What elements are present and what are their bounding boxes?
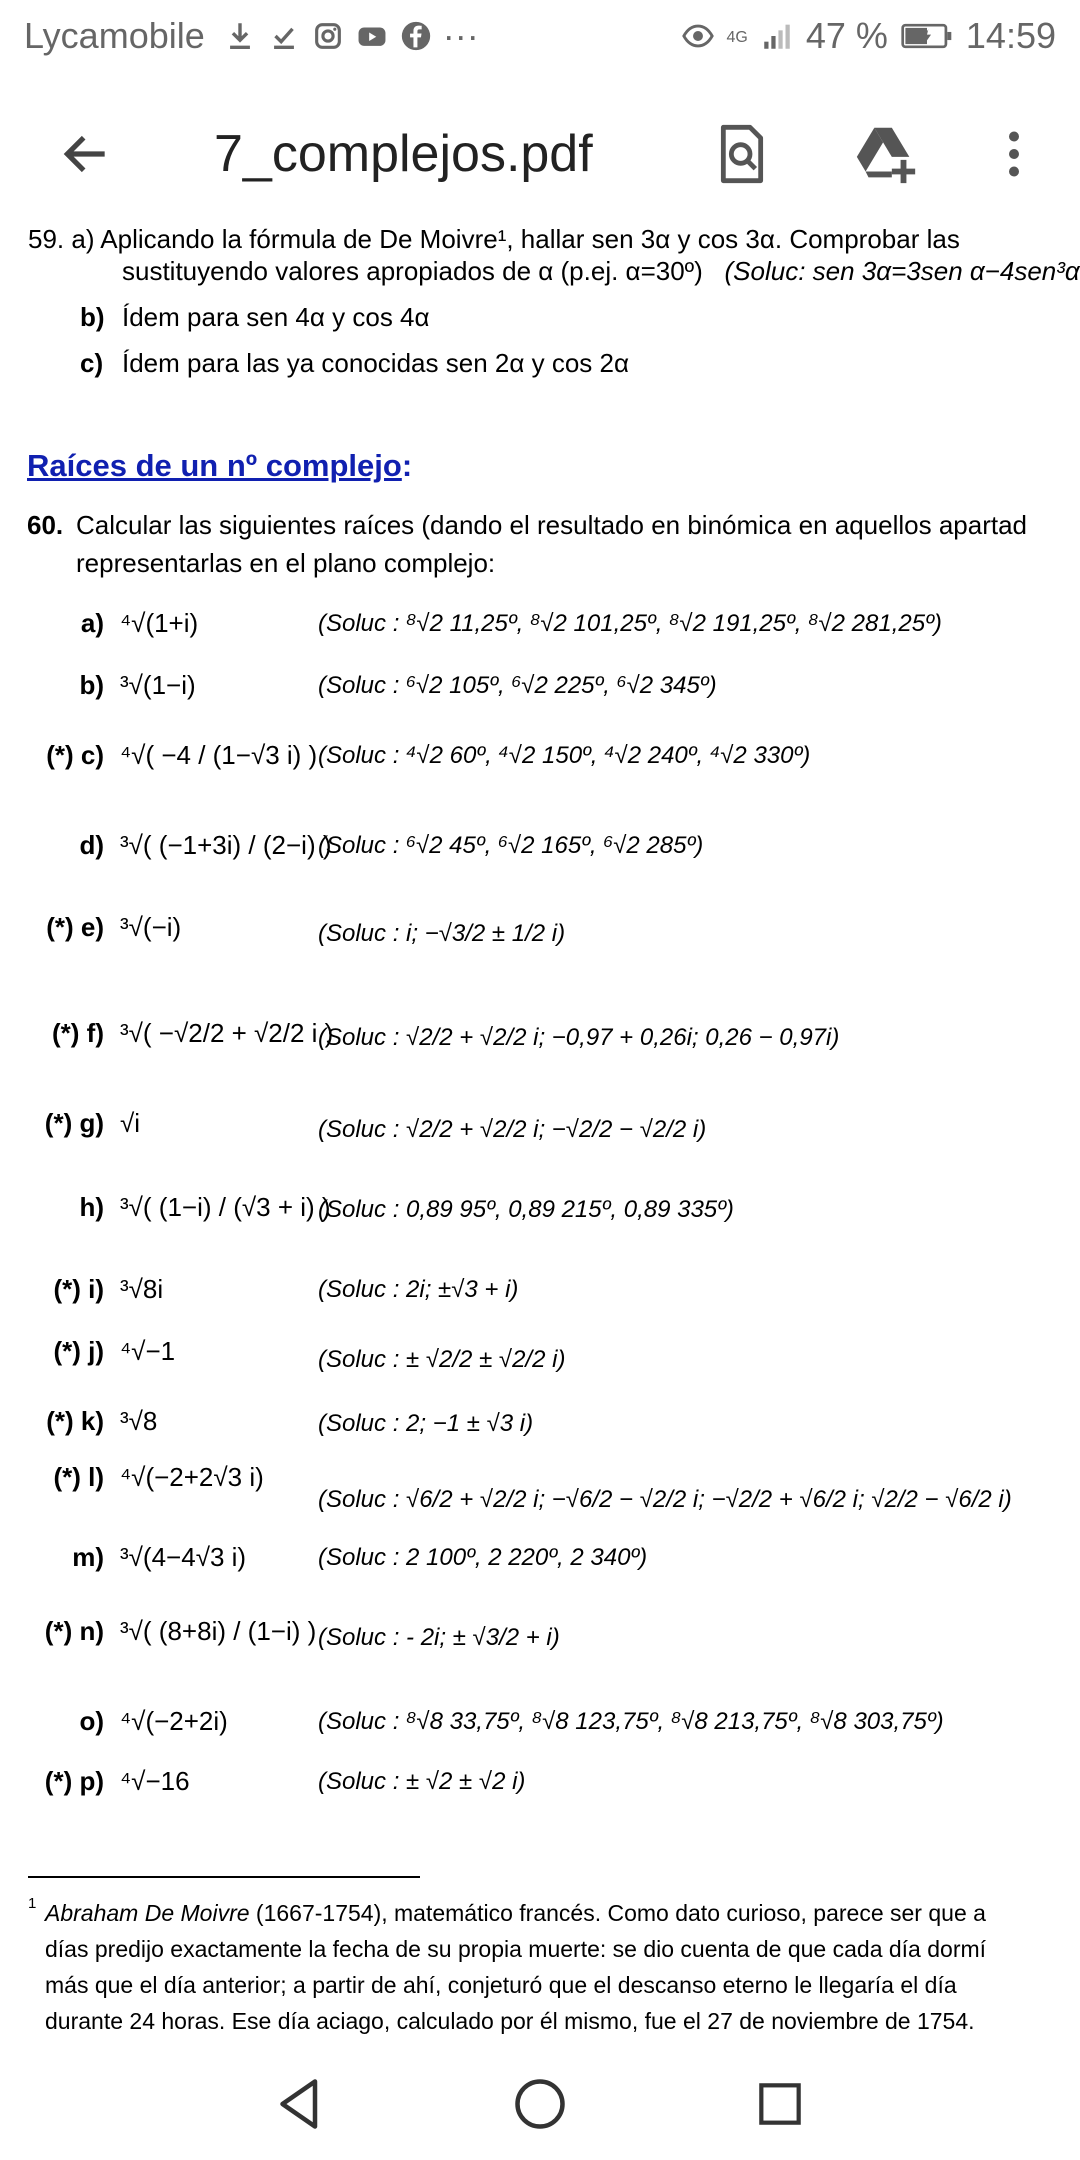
item-label-i: (*) i) [53, 1274, 104, 1304]
more-options-button[interactable] [978, 120, 1050, 192]
status-right [681, 15, 1057, 57]
item-b-label: b) [80, 302, 105, 332]
exercise-number: 60. [27, 510, 64, 540]
nav-recents-icon [752, 2076, 808, 2137]
signal-icon [760, 19, 794, 53]
item-sol-d: (Soluc : ⁶√2 45º, ⁶√2 165º, ⁶√2 285º) [318, 832, 704, 859]
item-c-text: Ídem para las ya conocidas sen 2α y cos 2α [122, 348, 629, 378]
more-notifications: ··· [442, 15, 479, 56]
item-label-n: (*) n) [44, 1616, 104, 1646]
item-sol-i: (Soluc : 2i; ±√3 + i) [318, 1276, 519, 1303]
network-type: 4G [726, 29, 748, 46]
item-label-e: (*) e) [46, 912, 104, 942]
item-expr-m: ³√(4−4√3 i) [120, 1542, 247, 1572]
item-label-d: d) [79, 830, 104, 860]
footnote-separator [28, 1876, 420, 1878]
item-label-a: a) [80, 608, 104, 638]
find-in-document-button[interactable] [706, 120, 778, 192]
nav-home-icon [510, 2074, 570, 2139]
item-expr-f: ³√( −√2/2 + √2/2 i ) [120, 1018, 334, 1048]
download-done-icon [267, 19, 301, 53]
nav-recents-button[interactable] [740, 2066, 820, 2146]
footnote-line-4: durante 24 horas. Ese día aciago, calculado por él mismo, fue el 27 de noviembre de 1754. [45, 2008, 975, 2034]
eye-icon [681, 19, 715, 53]
status-left [24, 15, 479, 57]
item-sol-g: (Soluc : √2/2 + √2/2 i; −√2/2 − √2/2 i) [318, 1116, 707, 1143]
item-expr-o: ⁴√(−2+2i) [120, 1706, 228, 1736]
item-sol-k: (Soluc : 2; −1 ± √3 i) [318, 1410, 534, 1437]
item-expr-e: ³√(−i) [120, 912, 182, 942]
item-sol-n: (Soluc : - 2i; ± √3/2 + i) [318, 1624, 560, 1651]
footnote-mark: 1 [28, 1895, 37, 1912]
status-bar [0, 0, 1080, 72]
item-label-f: (*) f) [52, 1018, 104, 1048]
item-sol-f: (Soluc : √2/2 + √2/2 i; −0,97 + 0,26i; 0,26 − 0,97i) [318, 1024, 840, 1051]
item-expr-n: ³√( (8+8i) / (1−i) ) [120, 1616, 317, 1646]
footnote-line-1: Abraham De Moivre (1667-1754), matemático francés. Como dato curioso, parece ser que a [45, 1900, 986, 1926]
item-sol-p: (Soluc : ± √2 ± √2 i) [318, 1768, 526, 1795]
item-expr-g: √i [120, 1108, 141, 1138]
item-sol-b: (Soluc : ⁶√2 105º, ⁶√2 225º, ⁶√2 345º) [318, 672, 717, 699]
item-expr-d: ³√( (−1+3i) / (2−i) ) [120, 830, 332, 860]
item-sol-h: (Soluc : 0,89 95º, 0,89 215º, 0,89 335º) [318, 1196, 734, 1223]
item-expr-c: ⁴√( −4 / (1−√3 i) ) [120, 740, 318, 770]
carrier-label: Lycamobile [24, 15, 205, 56]
facebook-icon [399, 19, 433, 53]
partial-line: 59. a) Aplicando la fórmula de De Moivre¹, hallar sen 3α y cos 3α. Comprobar las [28, 224, 960, 254]
item-label-m: m) [72, 1542, 104, 1572]
more-vert-icon [984, 124, 1044, 189]
item-sol-a: (Soluc : ⁸√2 11,25º, ⁸√2 101,25º, ⁸√2 191,25º, ⁸√2 281,25º) [318, 610, 942, 637]
download-icon [223, 19, 257, 53]
battery-icon [900, 19, 954, 53]
nav-back-button[interactable] [260, 2066, 340, 2146]
add-to-drive-button[interactable] [850, 120, 922, 192]
item-label-c: (*) c) [46, 740, 104, 770]
item-label-j: (*) j) [53, 1336, 104, 1366]
item-label-b: b) [79, 670, 104, 700]
item-c-label: c) [80, 348, 104, 378]
instagram-icon [311, 19, 345, 53]
item-label-k: (*) k) [46, 1406, 104, 1436]
navigation-bar [0, 2050, 1080, 2160]
clock: 14:59 [965, 15, 1056, 56]
text-line-a2: sustituyendo valores apropiados de α (p.ej. α=30º) (Soluc: sen 3α=3sen α−4sen³α [122, 256, 1080, 286]
doc-search-icon [710, 122, 774, 191]
item-sol-c: (Soluc : ⁴√2 60º, ⁴√2 150º, ⁴√2 240º, ⁴√2 330º) [318, 742, 811, 769]
arrow-left-icon [58, 126, 114, 187]
item-label-o: o) [79, 1706, 104, 1736]
item-sol-e: (Soluc : i; −√3/2 ± 1/2 i) [318, 920, 566, 947]
pdf-page[interactable] [0, 224, 1080, 2050]
item-expr-a: ⁴√(1+i) [120, 608, 199, 638]
item-sol-m: (Soluc : 2 100º, 2 220º, 2 340º) [318, 1544, 648, 1571]
back-button[interactable] [52, 122, 120, 190]
footnote-line-3: más que el día anterior; a partir de ahí, conjeturó que el descanso eterno le llegaría el día [45, 1972, 957, 1998]
item-expr-b: ³√(1−i) [120, 670, 196, 700]
item-expr-i: ³√8i [120, 1274, 164, 1304]
item-sol-o: (Soluc : ⁸√8 33,75º, ⁸√8 123,75º, ⁸√8 213,75º, ⁸√8 303,75º) [318, 1708, 944, 1735]
item-label-p: (*) p) [44, 1766, 104, 1796]
nav-home-button[interactable] [500, 2066, 580, 2146]
item-expr-k: ³√8 [120, 1406, 158, 1436]
item-expr-h: ³√( (1−i) / (√3 + i) ) [120, 1192, 331, 1222]
battery-percent: 47 % [805, 15, 888, 56]
item-b-text: Ídem para sen 4α y cos 4α [122, 302, 430, 332]
item-label-l: (*) l) [53, 1462, 104, 1492]
item-sol-j: (Soluc : ± √2/2 ± √2/2 i) [318, 1346, 566, 1373]
item-expr-l: ⁴√(−2+2√3 i) [120, 1462, 264, 1492]
item-expr-p: ⁴√−16 [120, 1766, 190, 1796]
footnote-line-2: días predijo exactamente la fecha de su propia muerte: se dio cuenta de que cada día dormí [45, 1936, 987, 1962]
section-heading: Raíces de un nº complejo: [27, 448, 413, 483]
item-sol-l: (Soluc : √6/2 + √2/2 i; −√6/2 − √2/2 i; −√2/2 + √6/2 i; √2/2 − √6/2 i) [318, 1486, 1012, 1513]
item-label-g: (*) g) [44, 1108, 104, 1138]
drive-add-icon [851, 119, 921, 194]
app-bar [0, 72, 1080, 240]
youtube-icon [355, 19, 389, 53]
exercise-text-1: Calcular las siguientes raíces (dando el resultado en binómica en aquellos apartad [76, 510, 1028, 540]
item-label-h: h) [79, 1192, 104, 1222]
exercise-text-2: representarlas en el plano complejo: [76, 548, 496, 578]
document-title: 7_complejos.pdf [214, 125, 593, 183]
notification-icons [223, 15, 479, 57]
item-expr-j: ⁴√−1 [120, 1336, 176, 1366]
nav-back-icon [270, 2074, 330, 2139]
